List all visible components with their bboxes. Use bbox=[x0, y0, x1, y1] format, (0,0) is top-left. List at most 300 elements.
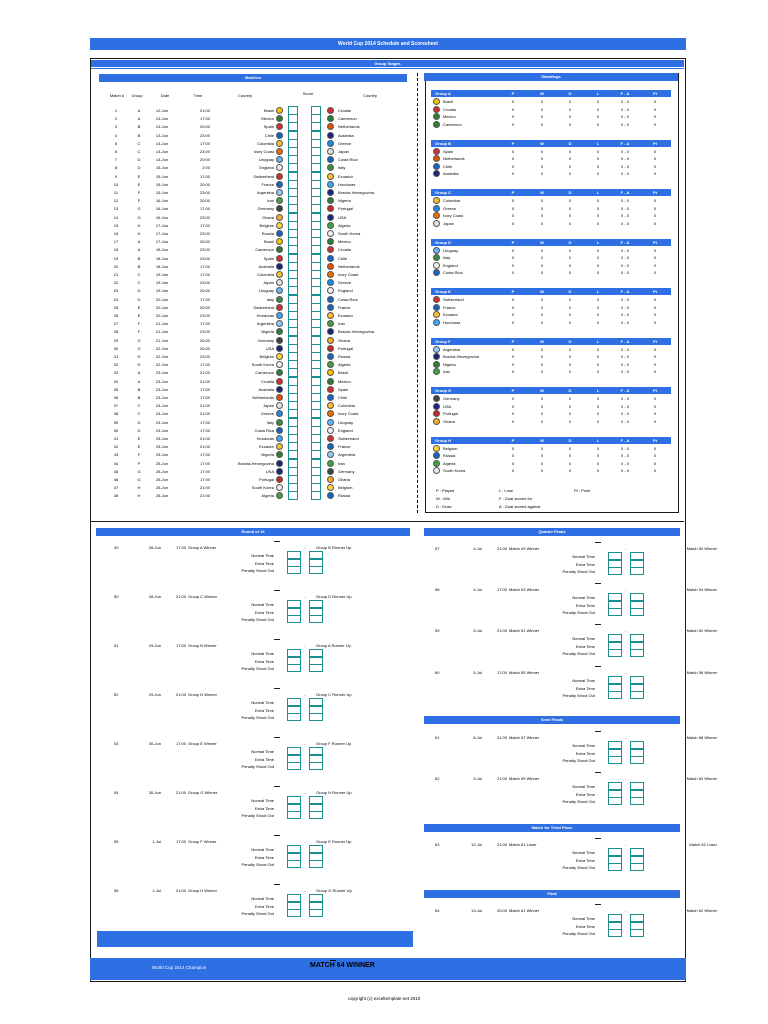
final-header: Final bbox=[424, 890, 680, 898]
flag-icon bbox=[327, 419, 334, 426]
ko-away-score-box[interactable] bbox=[630, 608, 644, 616]
standings-value: 0 bbox=[511, 156, 515, 161]
standings-team: Switzerland bbox=[443, 297, 464, 302]
ko-home-score-box[interactable] bbox=[608, 797, 622, 805]
standings-value: 0 bbox=[596, 198, 600, 203]
match-date: 13-Jun bbox=[155, 132, 169, 138]
ko-away-score-box[interactable] bbox=[309, 860, 323, 868]
standings-team: England bbox=[443, 262, 458, 268]
ko-away-team: Match 58 Winner bbox=[686, 735, 717, 740]
ko-match-time: 21:00 bbox=[496, 776, 507, 781]
standings-value: 0 bbox=[511, 262, 515, 268]
flag-icon bbox=[433, 197, 440, 204]
standings-team: Bosnia-Herzegovina bbox=[443, 354, 480, 359]
match-time: 21:00 bbox=[199, 493, 210, 499]
match-date: 19-Jun bbox=[155, 280, 169, 286]
match-date: 25-Jun bbox=[155, 436, 169, 441]
third-place-header: Match for Third Place bbox=[424, 824, 680, 832]
ko-home-score-box[interactable] bbox=[287, 566, 301, 574]
match-number: 35 bbox=[113, 386, 119, 392]
home-team: Nigeria bbox=[261, 329, 274, 335]
standings-team: Australia bbox=[443, 171, 459, 176]
flag-icon bbox=[433, 98, 440, 105]
legend-item: L : Lose bbox=[499, 488, 514, 493]
standings-value: 0 bbox=[653, 247, 657, 253]
match-date: 18-Jun bbox=[155, 255, 169, 261]
standings-team: Germany bbox=[443, 396, 460, 401]
standings-value: 0 bbox=[653, 445, 657, 451]
home-team: Brazil bbox=[263, 108, 274, 113]
match-date: 20-Jun bbox=[155, 296, 169, 302]
match-time: 17:00 bbox=[199, 395, 210, 400]
flag-icon bbox=[276, 468, 283, 475]
ko-away-score-box[interactable] bbox=[630, 756, 644, 764]
legend-item: Pt : Point bbox=[574, 488, 591, 493]
match-group: B bbox=[137, 132, 141, 138]
match-number: 25 bbox=[113, 304, 119, 310]
match-group: F bbox=[137, 460, 141, 466]
ko-away-score-box[interactable] bbox=[309, 566, 323, 574]
standings-group-header bbox=[431, 189, 671, 196]
away-team: Netherlands bbox=[338, 124, 360, 130]
standings-value: 0 bbox=[568, 396, 572, 401]
ko-home-score-box[interactable] bbox=[608, 567, 622, 575]
flag-icon bbox=[327, 214, 334, 221]
ko-away-score-box[interactable] bbox=[630, 863, 644, 871]
match-date: 13-Jun bbox=[155, 116, 169, 122]
match-number: 15 bbox=[113, 222, 119, 228]
ko-match-date: 1-Jul bbox=[152, 839, 161, 844]
standings-value: 0 - 0 bbox=[620, 213, 629, 218]
standings-value: 0 bbox=[653, 163, 657, 169]
ko-away-score-box[interactable] bbox=[630, 649, 644, 657]
standings-value: 0 bbox=[596, 270, 600, 275]
match-group: G bbox=[137, 214, 141, 220]
flag-icon bbox=[433, 353, 440, 360]
standings-value: 0 bbox=[540, 247, 544, 253]
semi-finals-header: Semi Finals bbox=[424, 716, 680, 724]
flag-icon bbox=[327, 140, 334, 147]
standings-team: Honduras bbox=[443, 319, 461, 325]
match-time: 23:00 bbox=[199, 132, 210, 138]
ko-away-team: Match 54 Winner bbox=[686, 587, 717, 592]
match-number: 11 bbox=[113, 190, 119, 195]
away-score-box[interactable] bbox=[311, 491, 321, 500]
ko-home-score-box[interactable] bbox=[287, 860, 301, 868]
match-date: 14-Jun bbox=[155, 149, 169, 154]
standings-value: 0 bbox=[568, 121, 572, 127]
match-group: F bbox=[137, 329, 141, 335]
match-number: 4 bbox=[114, 132, 118, 138]
away-team: Cameroon bbox=[338, 116, 357, 122]
home-team: France bbox=[261, 181, 274, 187]
group-name: Group H bbox=[435, 437, 451, 443]
home-team: Greece bbox=[260, 411, 274, 417]
away-team: Chile bbox=[338, 255, 348, 261]
ko-row-label: Penalty Shoot Out bbox=[562, 799, 595, 805]
ko-row-label: Penalty Shoot Out bbox=[562, 931, 595, 937]
flag-icon bbox=[276, 148, 283, 155]
standings-value: 0 bbox=[596, 220, 600, 226]
ko-away-score-box[interactable] bbox=[630, 929, 644, 937]
standings-value: 0 bbox=[596, 247, 600, 253]
away-team: USA bbox=[338, 214, 347, 220]
standings-value: 0 bbox=[653, 354, 657, 359]
home-team: Bosnia-Herzegovina bbox=[237, 460, 274, 466]
standings-col-header: P bbox=[511, 437, 515, 443]
ko-match-date: 1-Jul bbox=[152, 888, 161, 893]
ko-away-score-box[interactable] bbox=[309, 762, 323, 770]
standings-value: 0 bbox=[568, 255, 572, 260]
flag-icon bbox=[327, 427, 334, 434]
ko-match-date: 28-Jun bbox=[148, 545, 161, 550]
match-group: A bbox=[137, 370, 141, 376]
match-time: 17:00 bbox=[199, 386, 210, 392]
group-name: Group G bbox=[435, 388, 452, 393]
match-number: 34 bbox=[113, 378, 119, 384]
ko-home-score-box[interactable] bbox=[608, 756, 622, 764]
ko-row-label: Normal Time bbox=[572, 595, 595, 600]
ko-score-dash: - bbox=[625, 587, 627, 592]
match-date: 21-Jun bbox=[155, 321, 169, 327]
match-number: 48 bbox=[113, 493, 119, 499]
standings-team: Costa Rica bbox=[443, 270, 463, 275]
ko-match-date: 13-Jul bbox=[471, 908, 482, 913]
standings-value: 0 bbox=[568, 205, 572, 211]
match-date: 23-Jun bbox=[155, 370, 169, 376]
match-time: 21:00 bbox=[199, 444, 210, 450]
match-group: H bbox=[137, 222, 141, 228]
ko-row-label: Penalty Shoot Out bbox=[562, 569, 595, 575]
ko-home-score-box[interactable] bbox=[608, 863, 622, 871]
standings-col-header: F - A bbox=[620, 91, 630, 96]
standings-value: 0 bbox=[540, 262, 544, 268]
ko-row-label: Normal Time bbox=[251, 700, 274, 705]
home-team: Argentina bbox=[256, 321, 274, 327]
standings-team: Cameroon bbox=[443, 121, 462, 127]
standings-value: 0 bbox=[568, 411, 572, 416]
ko-match-date: 12-Jul bbox=[471, 842, 482, 847]
standings-value: 0 bbox=[653, 319, 657, 325]
flag-icon bbox=[433, 212, 440, 219]
home-team: Ivory Coast bbox=[253, 149, 274, 154]
match-time: 17:00 bbox=[199, 263, 210, 269]
ko-row-label: Extra Time bbox=[575, 750, 595, 756]
home-team: Nigeria bbox=[261, 452, 274, 458]
standings-value: 0 bbox=[511, 270, 515, 275]
match-date: 20-Jun bbox=[155, 304, 169, 310]
standings-col-header: F - A bbox=[620, 437, 630, 443]
ko-dash-mark bbox=[595, 583, 601, 584]
ko-match-number: 52 bbox=[114, 692, 119, 697]
legend-item: A : Goal scored against bbox=[499, 504, 541, 509]
away-team: Bosnia-Herzegovina bbox=[338, 329, 375, 335]
standings-value: 0 bbox=[568, 220, 572, 226]
standings-value: 0 bbox=[568, 312, 572, 317]
ko-home-team: Match 59 Winner bbox=[509, 776, 540, 781]
ko-match-number: 51 bbox=[114, 643, 119, 648]
standings-col-header: W bbox=[540, 91, 544, 96]
ko-row-label: Extra Time bbox=[254, 756, 274, 762]
ko-home-team: Group F Winner bbox=[188, 839, 217, 844]
home-team: USA bbox=[265, 345, 274, 351]
ko-away-score-box[interactable] bbox=[630, 691, 644, 699]
standings-value: 0 - 0 bbox=[620, 205, 629, 211]
standings-col-header: L bbox=[596, 239, 600, 245]
away-team: Croatia bbox=[338, 108, 351, 113]
standings-value: 0 bbox=[511, 304, 515, 310]
ko-score-dash: - bbox=[304, 741, 306, 746]
flag-icon bbox=[433, 418, 440, 425]
match-date: 14-Jun bbox=[155, 157, 169, 163]
standings-value: 0 bbox=[511, 460, 515, 466]
flag-icon bbox=[433, 304, 440, 311]
group-stages-header: Group Stages bbox=[91, 60, 684, 67]
match-group: F bbox=[137, 190, 141, 195]
ko-away-score-box[interactable] bbox=[309, 713, 323, 721]
ko-row-label: Extra Time bbox=[575, 923, 595, 929]
match-time: 23:00 bbox=[199, 255, 210, 261]
ko-row-label: Normal Time bbox=[251, 749, 274, 754]
ko-away-score-box[interactable] bbox=[630, 797, 644, 805]
flag-icon bbox=[433, 296, 440, 303]
section-divider bbox=[91, 521, 684, 522]
ko-away-team: Match 56 Winner bbox=[686, 670, 717, 675]
match-date: 13-Jun bbox=[155, 124, 169, 130]
ko-away-score-box[interactable] bbox=[309, 664, 323, 672]
away-team: Costa Rica bbox=[338, 157, 358, 163]
flag-icon bbox=[327, 312, 334, 319]
ko-home-score-box[interactable] bbox=[608, 929, 622, 937]
match-time: 17:00 bbox=[199, 468, 210, 474]
flag-icon bbox=[433, 148, 440, 155]
flag-icon bbox=[276, 255, 283, 262]
ko-home-score-box[interactable] bbox=[287, 762, 301, 770]
standings-col-header: W bbox=[540, 190, 544, 195]
standings-value: 0 bbox=[511, 247, 515, 253]
standings-value: 0 bbox=[511, 361, 515, 367]
standings-value: 0 bbox=[653, 198, 657, 203]
ko-match-number: 53 bbox=[114, 741, 119, 746]
standings-value: 0 bbox=[596, 453, 600, 458]
match-time: 21:00 bbox=[199, 436, 210, 441]
match-date: 22-Jun bbox=[155, 345, 169, 351]
match-group: E bbox=[137, 436, 141, 441]
standings-value: 0 bbox=[511, 198, 515, 203]
away-team: Ghana bbox=[338, 337, 351, 343]
match-number: 37 bbox=[113, 403, 119, 409]
home-team: Switzerland bbox=[253, 173, 274, 179]
standings-value: 0 bbox=[568, 99, 572, 104]
ko-home-score-box[interactable] bbox=[287, 811, 301, 819]
standings-col-header: L bbox=[596, 289, 600, 294]
ko-home-score-box[interactable] bbox=[287, 909, 301, 917]
standings-value: 0 - 0 bbox=[620, 156, 629, 161]
standings-value: 0 - 0 bbox=[620, 354, 629, 359]
match-time: 23:00 bbox=[199, 247, 210, 253]
ko-home-team: Match 51 Winner bbox=[509, 628, 540, 633]
ko-away-score-box[interactable] bbox=[309, 615, 323, 623]
standings-col-header: D bbox=[568, 338, 572, 344]
ko-score-dash: - bbox=[304, 888, 306, 893]
home-team: Australia bbox=[258, 263, 274, 269]
ko-away-score-box[interactable] bbox=[630, 567, 644, 575]
ko-match-number: 50 bbox=[114, 594, 119, 599]
match-group: A bbox=[137, 378, 141, 384]
match-time: 23:00 bbox=[199, 280, 210, 286]
ko-row-label: Extra Time bbox=[575, 561, 595, 567]
standings-value: 0 bbox=[596, 346, 600, 352]
standings-col-header: L bbox=[596, 437, 600, 443]
match-number: 22 bbox=[113, 280, 119, 286]
flag-icon bbox=[433, 445, 440, 452]
standings-group-header bbox=[431, 387, 671, 394]
home-score-box[interactable] bbox=[288, 491, 298, 500]
round16-header: Round of 16 bbox=[96, 528, 410, 536]
ko-home-team: Match 57 Winner bbox=[509, 735, 540, 740]
standings-value: 0 bbox=[511, 319, 515, 325]
standings-value: 0 bbox=[653, 106, 657, 112]
ko-row-label: Extra Time bbox=[254, 609, 274, 615]
ko-row-label: Normal Time bbox=[251, 847, 274, 852]
match-number: 16 bbox=[113, 231, 119, 236]
match-time: 17:00 bbox=[199, 362, 210, 368]
standings-col-header: F - A bbox=[620, 388, 630, 393]
flag-icon bbox=[327, 271, 334, 278]
match-date: 23-Jun bbox=[155, 386, 169, 392]
standings-value: 0 - 0 bbox=[620, 255, 629, 260]
standings-value: 0 bbox=[568, 453, 572, 458]
standings-value: 0 - 0 bbox=[620, 403, 629, 409]
ko-away-team: Group A Runner Up bbox=[316, 643, 351, 648]
match-number: 6 bbox=[114, 149, 118, 154]
match-time: 20:00 bbox=[199, 304, 210, 310]
standings-value: 0 bbox=[568, 297, 572, 302]
standings-col-header: P bbox=[511, 91, 515, 96]
standings-value: 0 bbox=[653, 468, 657, 473]
match-number: 21 bbox=[113, 272, 119, 277]
ko-home-score-box[interactable] bbox=[287, 664, 301, 672]
match-number: 5 bbox=[114, 140, 118, 146]
standings-team: Greece bbox=[443, 205, 457, 211]
ko-row-label: Normal Time bbox=[251, 798, 274, 803]
ko-row-label: Normal Time bbox=[572, 678, 595, 683]
away-team: Greece bbox=[338, 140, 352, 146]
ko-away-score-box[interactable] bbox=[309, 811, 323, 819]
standings-value: 0 - 0 bbox=[620, 304, 629, 310]
standings-value: 0 bbox=[540, 468, 544, 473]
standings-value: 0 bbox=[511, 205, 515, 211]
standings-value: 0 - 0 bbox=[620, 262, 629, 268]
match-number: 17 bbox=[113, 239, 119, 245]
match-group: B bbox=[137, 255, 141, 261]
standings-value: 0 bbox=[511, 468, 515, 473]
standings-value: 0 - 0 bbox=[620, 106, 629, 112]
standings-value: 0 bbox=[540, 255, 544, 260]
copyright-text: copyright (c) exceltemplate.net 2010 bbox=[347, 996, 421, 1001]
ko-score-dash: - bbox=[304, 692, 306, 697]
standings-value: 0 bbox=[596, 354, 600, 359]
flag-icon bbox=[276, 435, 283, 442]
flag-icon bbox=[276, 394, 283, 401]
standings-value: 0 - 0 bbox=[620, 453, 629, 458]
group-name: Group B bbox=[435, 140, 451, 146]
away-team: France bbox=[338, 304, 351, 310]
ko-row-label: Extra Time bbox=[254, 707, 274, 713]
standings-value: 0 bbox=[540, 99, 544, 104]
flag-icon bbox=[433, 460, 440, 467]
standings-value: 0 bbox=[540, 156, 544, 161]
standings-col-header: Pt bbox=[653, 91, 657, 96]
match-date: 23-Jun bbox=[155, 378, 169, 384]
match-group: H bbox=[137, 354, 141, 359]
ko-home-score-box[interactable] bbox=[608, 608, 622, 616]
flag-icon bbox=[327, 255, 334, 262]
match-group: A bbox=[137, 116, 141, 122]
ko-match-date: 29-Jun bbox=[148, 643, 161, 648]
standings-value: 0 - 0 bbox=[620, 418, 629, 424]
match-date: 19-Jun bbox=[155, 288, 169, 294]
away-team: Nigeria bbox=[338, 198, 351, 204]
match-number: 31 bbox=[113, 354, 119, 359]
match-group: A bbox=[137, 247, 141, 253]
home-team: Portugal bbox=[259, 477, 274, 482]
ko-row-label: Penalty Shoot Out bbox=[241, 666, 274, 672]
standings-value: 0 - 0 bbox=[620, 121, 629, 127]
ko-match-time: 17:00 bbox=[175, 839, 186, 844]
flag-icon bbox=[327, 476, 334, 483]
match-time: 23:00 bbox=[199, 313, 210, 318]
ko-home-score-box[interactable] bbox=[287, 615, 301, 623]
ko-score-dash: - bbox=[625, 546, 627, 551]
match-date: 26-Jun bbox=[155, 493, 169, 499]
ko-home-score-box[interactable] bbox=[608, 691, 622, 699]
match-group: C bbox=[137, 280, 141, 286]
standings-value: 0 bbox=[511, 453, 515, 458]
ko-home-score-box[interactable] bbox=[287, 713, 301, 721]
flag-icon bbox=[327, 435, 334, 442]
match-date: 24-Jun bbox=[155, 411, 169, 417]
ko-row-label: Normal Time bbox=[251, 896, 274, 901]
standings-value: 0 bbox=[596, 262, 600, 268]
round16-footer-bar bbox=[97, 931, 413, 947]
standings-value: 0 bbox=[511, 171, 515, 176]
match-time: 20:00 bbox=[199, 181, 210, 187]
ko-home-team: Group H Winner bbox=[188, 888, 217, 893]
ko-match-time: 17:00 bbox=[496, 587, 507, 592]
home-team: Honduras bbox=[256, 436, 274, 441]
standings-col-header: Pt bbox=[653, 239, 657, 245]
standings-team: Ecuador bbox=[443, 312, 458, 317]
standings-col-header: P bbox=[511, 239, 515, 245]
standings-col-header: D bbox=[568, 91, 572, 96]
ko-match-time: 21:00 bbox=[175, 790, 186, 795]
ko-row-label: Extra Time bbox=[575, 602, 595, 608]
match-date: 12-Jun bbox=[155, 108, 169, 113]
away-team: Algeria bbox=[338, 222, 351, 228]
ko-home-score-box[interactable] bbox=[608, 649, 622, 657]
match-group: G bbox=[137, 477, 141, 482]
column-divider bbox=[417, 73, 418, 513]
standings-value: 0 bbox=[653, 418, 657, 424]
ko-dash-mark bbox=[274, 737, 280, 738]
flag-icon bbox=[433, 269, 440, 276]
standings-col-header: Pt bbox=[653, 437, 657, 443]
ko-away-team: Group F Runner Up bbox=[316, 741, 352, 746]
ko-row-label: Penalty Shoot Out bbox=[241, 813, 274, 819]
flag-icon bbox=[276, 304, 283, 311]
ko-away-score-box[interactable] bbox=[309, 909, 323, 917]
